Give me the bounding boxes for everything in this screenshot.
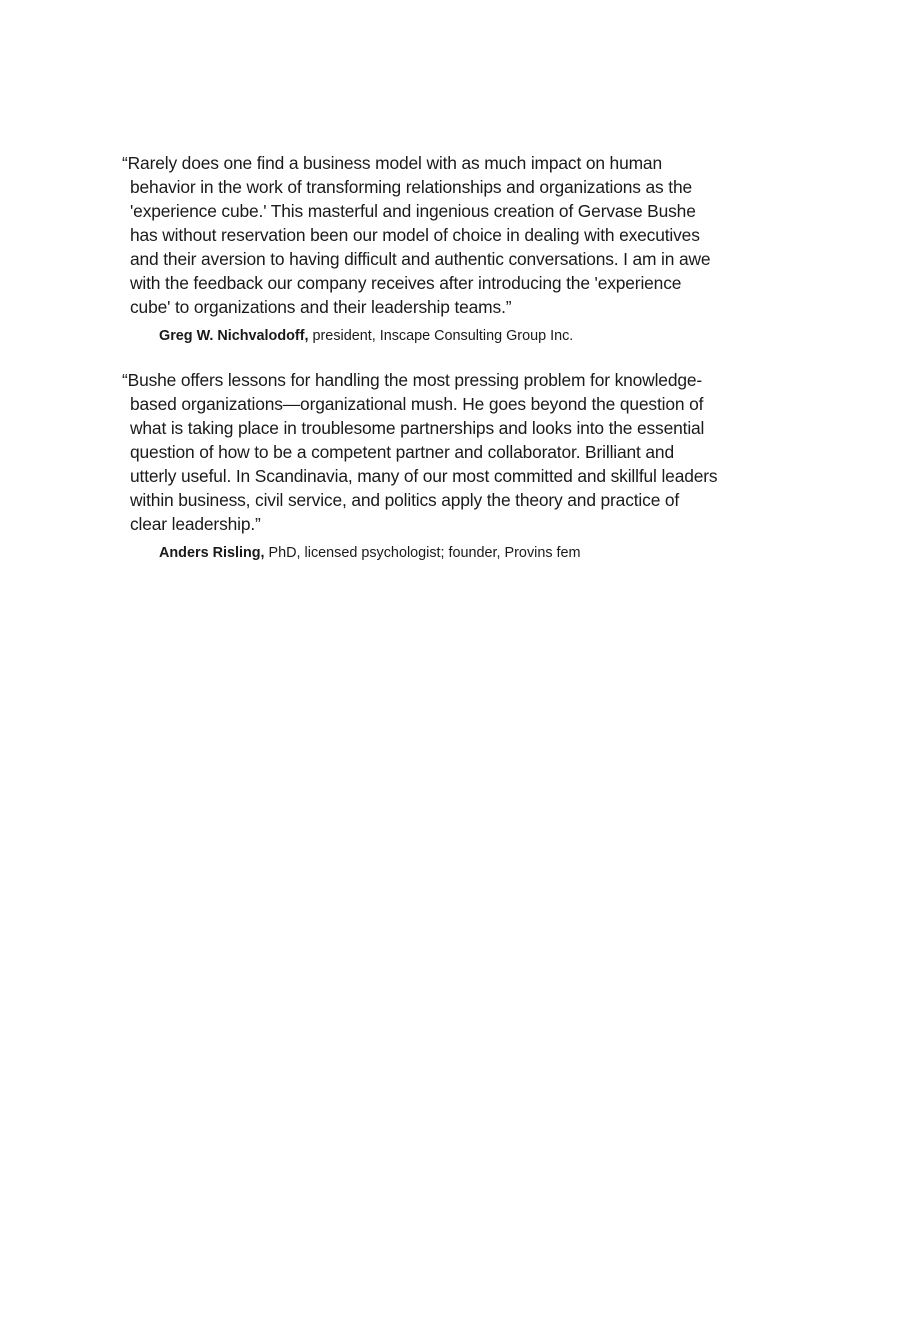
testimonial-2: [122, 368, 772, 564]
attribution-title: PhD, licensed psychologist; founder, Provins fem: [264, 545, 581, 561]
testimonial-quote: “Bushe offers lessons for handling the most pressing problem for knowledge- based organizations—organizational mush. He goes beyond the question of what is taking place in troublesome partnerships and looks into the essential question of how to be a competent partner and collaborator. Brilliant and utterly useful. In Scandinavia, many of our most committed and skillful leaders within business, civil service, and politics apply the theory and practice of clear leadership.”: [122, 370, 718, 534]
testimonial-quote: “Rarely does one find a business model with as much impact on human behavior in the work of transforming relationships and organizations as the 'experience cube.' This masterful and ingenious creation of Gervase Bushe has without reservation been our model of choice in dealing with executives and their aversion to having difficult and authentic conversations. I am in awe with the feedback our company receives after introducing the 'experience cube' to organizations and their leadership teams.”: [122, 153, 711, 317]
attribution-title: president, Inscape Consulting Group Inc.: [308, 328, 574, 344]
testimonial-attribution: [159, 542, 772, 564]
testimonial-attribution: [159, 325, 772, 347]
testimonial-1: [122, 151, 772, 347]
attribution-name: Greg W. Nichvalodoff,: [159, 328, 309, 344]
attribution-name: Anders Risling,: [159, 545, 265, 561]
